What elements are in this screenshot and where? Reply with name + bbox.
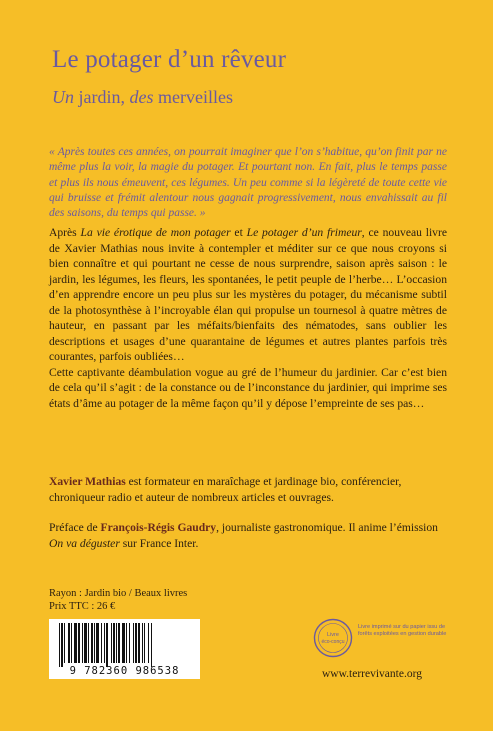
rayon-label: Rayon : Jardin bio / Beaux livres — [49, 588, 188, 599]
barcode-bar — [78, 623, 80, 663]
barcode-bar — [82, 623, 83, 663]
author-bio — [49, 474, 447, 505]
preface-author: François-Régis Gaudry — [100, 521, 217, 534]
barcode-bar — [129, 623, 130, 663]
barcode-bar — [106, 623, 108, 667]
barcode-bar — [88, 623, 89, 663]
subtitle-part: des — [129, 87, 154, 107]
eco-design-logo — [313, 618, 353, 658]
barcode-bar — [68, 623, 70, 663]
barcode-bar — [111, 623, 112, 663]
eco-badge-line2: éco-conçu — [321, 639, 345, 645]
price-label: Prix TTC : 26 € — [49, 600, 116, 612]
book-reference: Le potager d’un frimeur — [246, 226, 362, 239]
text-run: , ce nouveau livre de Xavier Mathias nous invite à contempler et méditer sur ce que nous croyons si bien connaître et qui pourtant ne cesse de nous surprendre, saison après saison : le jardin, les légumes, les fleurs, les spontanées, le petit peuple de l’herbe… L’occasion d’en apprendre encore un peu plus sur les mystères du potager, du mécanisme subtil de la photosynthèse à l’incroyable élan qui propulse un tournesol à quatre mètres de hauteur, en passant par les méfaits/bienfaits des nématodes, sans oublier les descriptions et usages d’une quarantaine de légumes et autres plantes parfois très courantes, parfois oubliées… — [49, 226, 447, 363]
description — [49, 225, 447, 411]
barcode-bar — [144, 623, 145, 663]
publisher-website[interactable]: www.terrevivante.org — [322, 668, 422, 680]
book-subtitle — [52, 87, 233, 108]
barcode-bar — [101, 623, 102, 663]
barcode-bar — [64, 623, 65, 663]
barcode-bar — [118, 623, 120, 663]
bio-text: est formateur en maraîchage et jardinage bio, conférencier, chroniqueur radio et auteur de nombreux articles et ouvrages. — [49, 475, 402, 504]
barcode-bar — [71, 623, 72, 663]
shelf-info — [49, 588, 187, 613]
eco-statement: Livre imprimé sur du papier issu de forêts exploitées en gestion durable — [358, 624, 447, 637]
isbn-number: 9 782360 986538 — [69, 665, 180, 677]
barcode-bar — [91, 623, 93, 663]
barcode-bar — [122, 623, 125, 663]
description-paragraph — [49, 225, 447, 365]
barcode-bars — [57, 623, 192, 667]
preface-note — [49, 520, 447, 551]
barcode-bar — [94, 623, 95, 663]
barcode-bar — [96, 623, 99, 663]
barcode-bar — [151, 623, 152, 667]
barcode-bar — [116, 623, 117, 663]
eco-badge-line1: Livre — [327, 632, 339, 638]
barcode-bar — [133, 623, 134, 663]
text-run: Préface de — [49, 521, 101, 534]
barcode-bar — [138, 623, 140, 663]
description-paragraph: Cette captivante déambulation vogue au gré de l’humeur du jardinier. Car c’est bien de cela qu’il s’agit : de la constance ou de l’inconstance du jardinier, qui imprime ses états d’âme au potager de la même façon qu’il y dépose l’empreinte de ses pas… — [49, 365, 447, 410]
barcode-bar — [59, 623, 60, 667]
book-title: Le potager d’un rêveur — [52, 46, 287, 73]
barcode-bar — [135, 623, 137, 663]
barcode-bar — [148, 623, 149, 663]
barcode-bar — [104, 623, 105, 663]
text-run: et — [230, 226, 247, 239]
isbn-barcode — [49, 619, 200, 679]
book-reference: La vie érotique de mon potager — [80, 226, 231, 239]
text-run: , journaliste gastronomique. Il anime l’émission — [216, 521, 438, 534]
text-run: Après — [49, 226, 81, 239]
author-quote: « Après toutes ces années, on pourrait imaginer que l’on s’habitue, qu’on finit par ne même plus la voir, la magie du potager. Et pourtant non. En fait, plus le temps passe et plus ils nous émeuvent, ces légumes. Un peu comme si la légèreté de toute cette vie qui bruisse et frémit alentour nous gagnait progressivement, nous envahissait au fil des saisons, du temps qui passe. » — [49, 146, 447, 220]
subtitle-part: Un — [52, 87, 74, 107]
barcode-bar — [74, 623, 77, 663]
show-name: On va déguster — [49, 536, 120, 550]
barcode-bar — [142, 623, 143, 663]
text-run: sur France Inter. — [119, 536, 199, 550]
author-name: Xavier Mathias — [49, 475, 126, 488]
barcode-bar — [61, 623, 63, 667]
barcode-bar — [84, 623, 87, 663]
subtitle-part: jardin, — [74, 87, 130, 107]
barcode-bar — [126, 623, 127, 663]
subtitle-part: merveilles — [153, 87, 233, 107]
barcode-bar — [113, 623, 115, 663]
